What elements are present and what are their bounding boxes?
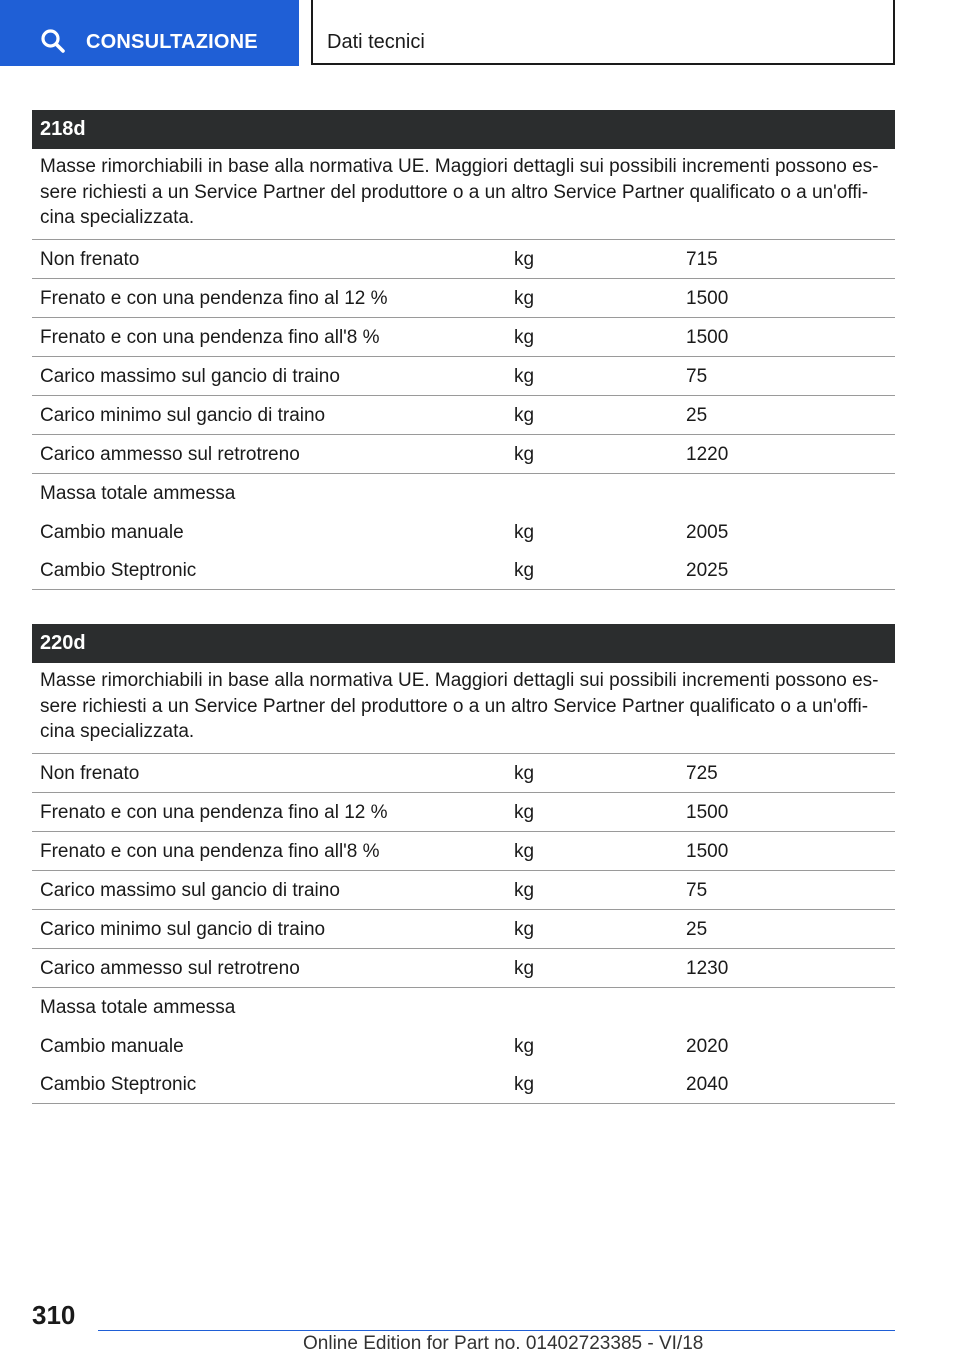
table-row (32, 870, 895, 909)
section-title-label: Dati tecnici (327, 31, 425, 53)
table-row (32, 753, 895, 792)
table-row-group (32, 473, 895, 590)
row-unit: kg (514, 841, 535, 862)
table-row (32, 317, 895, 356)
row-unit: kg (514, 522, 535, 543)
row-unit: kg (514, 880, 535, 901)
row-value: 2020 (686, 1036, 729, 1057)
row-value: 1500 (686, 288, 729, 309)
row-label: Carico minimo sul gancio di traino (40, 919, 326, 940)
row-label: Frenato e con una pendenza fino all'8 % (40, 327, 380, 348)
row-label: Cambio Steptronic (40, 560, 197, 581)
search-icon (40, 28, 66, 54)
row-label: Frenato e con una pendenza fino al 12 % (40, 802, 388, 823)
table-row (32, 278, 895, 317)
row-value: 25 (686, 405, 708, 426)
row-unit: kg (514, 958, 535, 979)
row-label: Cambio manuale (40, 1036, 184, 1057)
row-value: 715 (686, 249, 718, 270)
table-row (32, 239, 895, 278)
section-title (311, 0, 895, 65)
consultazione-tab[interactable] (0, 0, 299, 66)
group-label: Massa totale ammessa (40, 483, 236, 504)
row-unit: kg (514, 802, 535, 823)
row-unit: kg (514, 1074, 535, 1095)
row-unit: kg (514, 444, 535, 465)
table-row (32, 909, 895, 948)
group-label: Massa totale ammessa (40, 997, 236, 1018)
block-title: 220d (32, 624, 895, 663)
spec-block-220d (32, 624, 895, 1104)
row-unit: kg (514, 327, 535, 348)
row-label: Frenato e con una pendenza fino all'8 % (40, 841, 380, 862)
row-label: Non frenato (40, 763, 140, 784)
row-label: Cambio Steptronic (40, 1074, 197, 1095)
row-value: 25 (686, 919, 708, 940)
table-row (32, 831, 895, 870)
consultazione-label: CONSULTAZIONE (86, 31, 258, 53)
row-label: Non frenato (40, 249, 140, 270)
row-unit: kg (514, 366, 535, 387)
block-description: Masse rimorchiabili in base alla normativa UE. Maggiori dettagli sui possibili incrementi possono es- sere richiesti a un Service Partner del produttore o a un altro Service Partner qualificato o a un'offi- cina specializzata. (40, 156, 879, 228)
row-value: 2005 (686, 522, 729, 543)
spec-block-218d (32, 110, 895, 590)
row-unit: kg (514, 560, 535, 581)
row-label: Carico ammesso sul retrotreno (40, 444, 300, 465)
row-value: 725 (686, 763, 718, 784)
table-row (32, 395, 895, 434)
block-title: 218d (32, 110, 895, 149)
row-label: Cambio manuale (40, 522, 184, 543)
row-unit: kg (514, 288, 535, 309)
table-row (32, 434, 895, 473)
row-value: 2025 (686, 560, 729, 581)
row-unit: kg (514, 249, 535, 270)
page-header (0, 0, 960, 66)
row-label: Carico massimo sul gancio di traino (40, 880, 340, 901)
row-value: 75 (686, 880, 708, 901)
row-value: 1500 (686, 802, 729, 823)
table-row-group (32, 987, 895, 1104)
row-value: 1500 (686, 841, 729, 862)
row-unit: kg (514, 763, 535, 784)
row-label: Carico minimo sul gancio di traino (40, 405, 326, 426)
footer-divider (98, 1330, 895, 1331)
row-label: Carico ammesso sul retrotreno (40, 958, 300, 979)
table-row (32, 948, 895, 987)
table-row (32, 792, 895, 831)
row-value: 1500 (686, 327, 729, 348)
page-number: 310 (32, 1300, 76, 1330)
block-description: Masse rimorchiabili in base alla normativa UE. Maggiori dettagli sui possibili incrementi possono es- sere richiesti a un Service Partner del produttore o a un altro Service Partner qualificato o a un'offi- cina specializzata. (40, 670, 879, 742)
row-value: 2040 (686, 1074, 729, 1095)
row-label: Frenato e con una pendenza fino al 12 % (40, 288, 388, 309)
row-unit: kg (514, 919, 535, 940)
row-unit: kg (514, 405, 535, 426)
edition-text: Online Edition for Part no. 01402723385 - VI/18 (303, 1333, 704, 1354)
table-row (32, 356, 895, 395)
row-label: Carico massimo sul gancio di traino (40, 366, 340, 387)
row-value: 1220 (686, 444, 729, 465)
row-value: 75 (686, 366, 708, 387)
row-value: 1230 (686, 958, 729, 979)
row-unit: kg (514, 1036, 535, 1057)
